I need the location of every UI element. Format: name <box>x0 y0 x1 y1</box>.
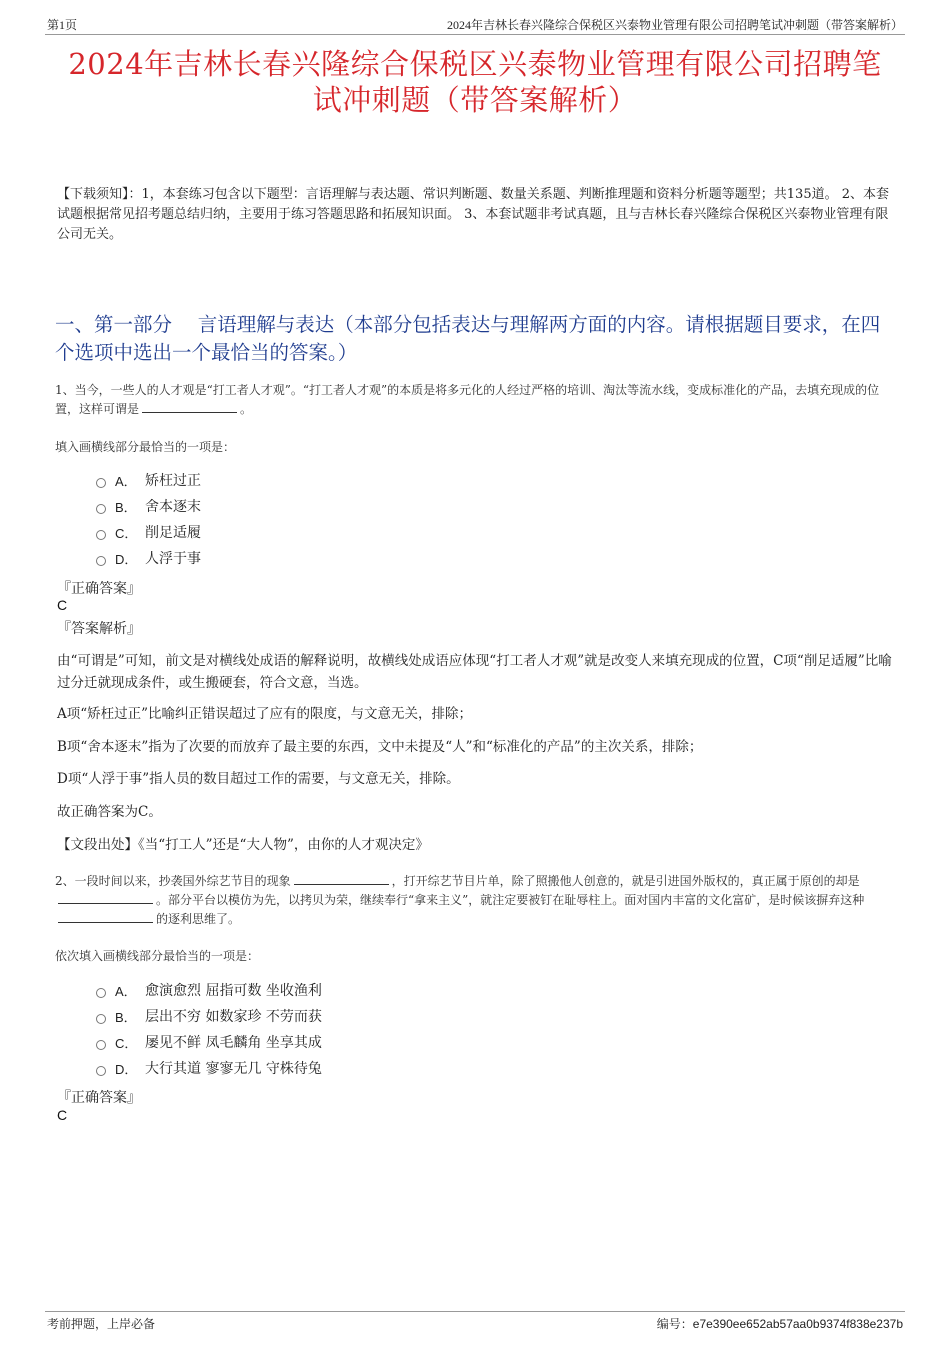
q2-answer: C <box>57 1107 68 1123</box>
q1-option-a[interactable]: A． 矫枉过正 <box>96 469 201 491</box>
page-header <box>45 14 905 35</box>
header-doc-title: 2024年吉林长春兴隆综合保税区兴泰物业管理有限公司招聘笔试冲刺题（带答案解析） <box>446 18 903 32</box>
radio-button[interactable] <box>96 504 106 514</box>
title-line-2: 试冲刺题（带答案解析） <box>312 83 638 117</box>
q1-answer-label: 『正确答案』 <box>57 581 141 597</box>
download-notice: 【下载须知】：1，本套练习包含以下题型：言语理解与表达题、常识判断题、数量关系题、判断推理题和资料分析题等题型；共135道。 2、本套试题根据常见招考题总结归纳，主要用于练习答题思路和拓展知识面。 3、本套试题非考试真题，且与吉林长春兴隆综合保税区兴泰物业管理有限公司无关。 <box>57 187 889 242</box>
answer-blank <box>58 891 153 904</box>
question-2-text: 2、一段时间以来，抄袭国外综艺节目的现象 ，打开综艺节目片单，除了照搬他人创意的，就是引进国外版权的，真正属于原创的却是。部分平台以模仿为先，以拷贝为荣，继续奉行“拿来主义”，就注定要被钉在耻辱柱上。面对国内丰富的文化富矿，是时候该摒弃这种的逐利思维了。 <box>55 874 865 926</box>
footer-slogan: 考前押题，上岸必备 <box>47 1317 156 1331</box>
q1-source: 【文段出处】《当“打工人”还是“大人物”，由你的人才观决定》 <box>57 837 429 853</box>
question-1-text: 1、当今，一些人的人才观是“打工者人才观”。“打工者人才观”的本质是将多元化的人经过严格的培训、淘汰等流水线，变成标准化的产品，去填充现成的位置，这样可谓是 。 <box>55 383 880 416</box>
question-1-prompt: 填入画横线部分最恰当的一项是： <box>55 440 236 454</box>
document-title <box>50 46 900 118</box>
answer-blank <box>58 910 153 923</box>
radio-button[interactable] <box>96 1014 106 1024</box>
q1-analysis-paragraph: A项“矫枉过正”比喻纠正错误超过了应有的限度，与文意无关，排除； <box>57 706 473 722</box>
title-line-1: 2024年吉林长春兴隆综合保税区兴泰物业管理有限公司招聘笔 <box>68 47 882 81</box>
radio-button[interactable] <box>96 1040 106 1050</box>
q2-option-b[interactable]: B． 层出不穷 如数家珍 不劳而获 <box>96 1005 322 1027</box>
q2-answer-label: 『正确答案』 <box>57 1090 141 1106</box>
q2-option-c[interactable]: C． 屡见不鲜 凤毛麟角 坐享其成 <box>96 1031 322 1053</box>
radio-button[interactable] <box>96 1066 106 1076</box>
answer-blank <box>142 400 237 413</box>
q1-option-d[interactable]: D． 人浮于事 <box>96 547 201 569</box>
q1-option-c[interactable]: C． 削足适履 <box>96 521 201 543</box>
footer-divider <box>45 1311 905 1312</box>
q1-option-b[interactable]: B． 舍本逐末 <box>96 495 201 517</box>
q1-analysis-paragraph: D项“人浮于事”指人员的数目超过工作的需要，与文意无关，排除。 <box>57 771 460 787</box>
q1-conclusion: 故正确答案为C。 <box>57 804 162 820</box>
q1-analysis-paragraph: B项“舍本逐末”指为了次要的而放弃了最主要的东西，文中未提及“人”和“标准化的产品”的主次关系，排除； <box>57 739 703 755</box>
question-2-prompt: 依次填入画横线部分最恰当的一项是： <box>55 949 260 963</box>
page-number: 第1页 <box>47 18 78 32</box>
q1-answer: C <box>57 597 68 613</box>
section-heading: 一、第一部分 言语理解与表达（本部分包括表达与理解两方面的内容。请根据题目要求，在四个选项中选出一个最恰当的答案。） <box>55 313 881 364</box>
q1-analysis-label: 『答案解析』 <box>57 621 141 637</box>
radio-button[interactable] <box>96 988 106 998</box>
radio-button[interactable] <box>96 478 106 488</box>
q2-option-d[interactable]: D． 大行其道 寥寥无几 守株待兔 <box>96 1057 322 1079</box>
radio-button[interactable] <box>96 556 106 566</box>
answer-blank <box>294 872 389 885</box>
q2-option-a[interactable]: A． 愈演愈烈 屈指可数 坐收渔利 <box>96 979 322 1001</box>
q1-analysis-paragraph: 由“可谓是”可知，前文是对横线处成语的解释说明，故横线处成语应体现“打工者人才观”就是改变人来填充现成的位置，C项“削足适履”比喻过分迁就现成条件，或生搬硬套，符合文意，当选。 <box>57 653 892 691</box>
footer-code: 编号：e7e390ee652ab57aa0b9374f838e237b <box>656 1317 903 1331</box>
radio-button[interactable] <box>96 530 106 540</box>
